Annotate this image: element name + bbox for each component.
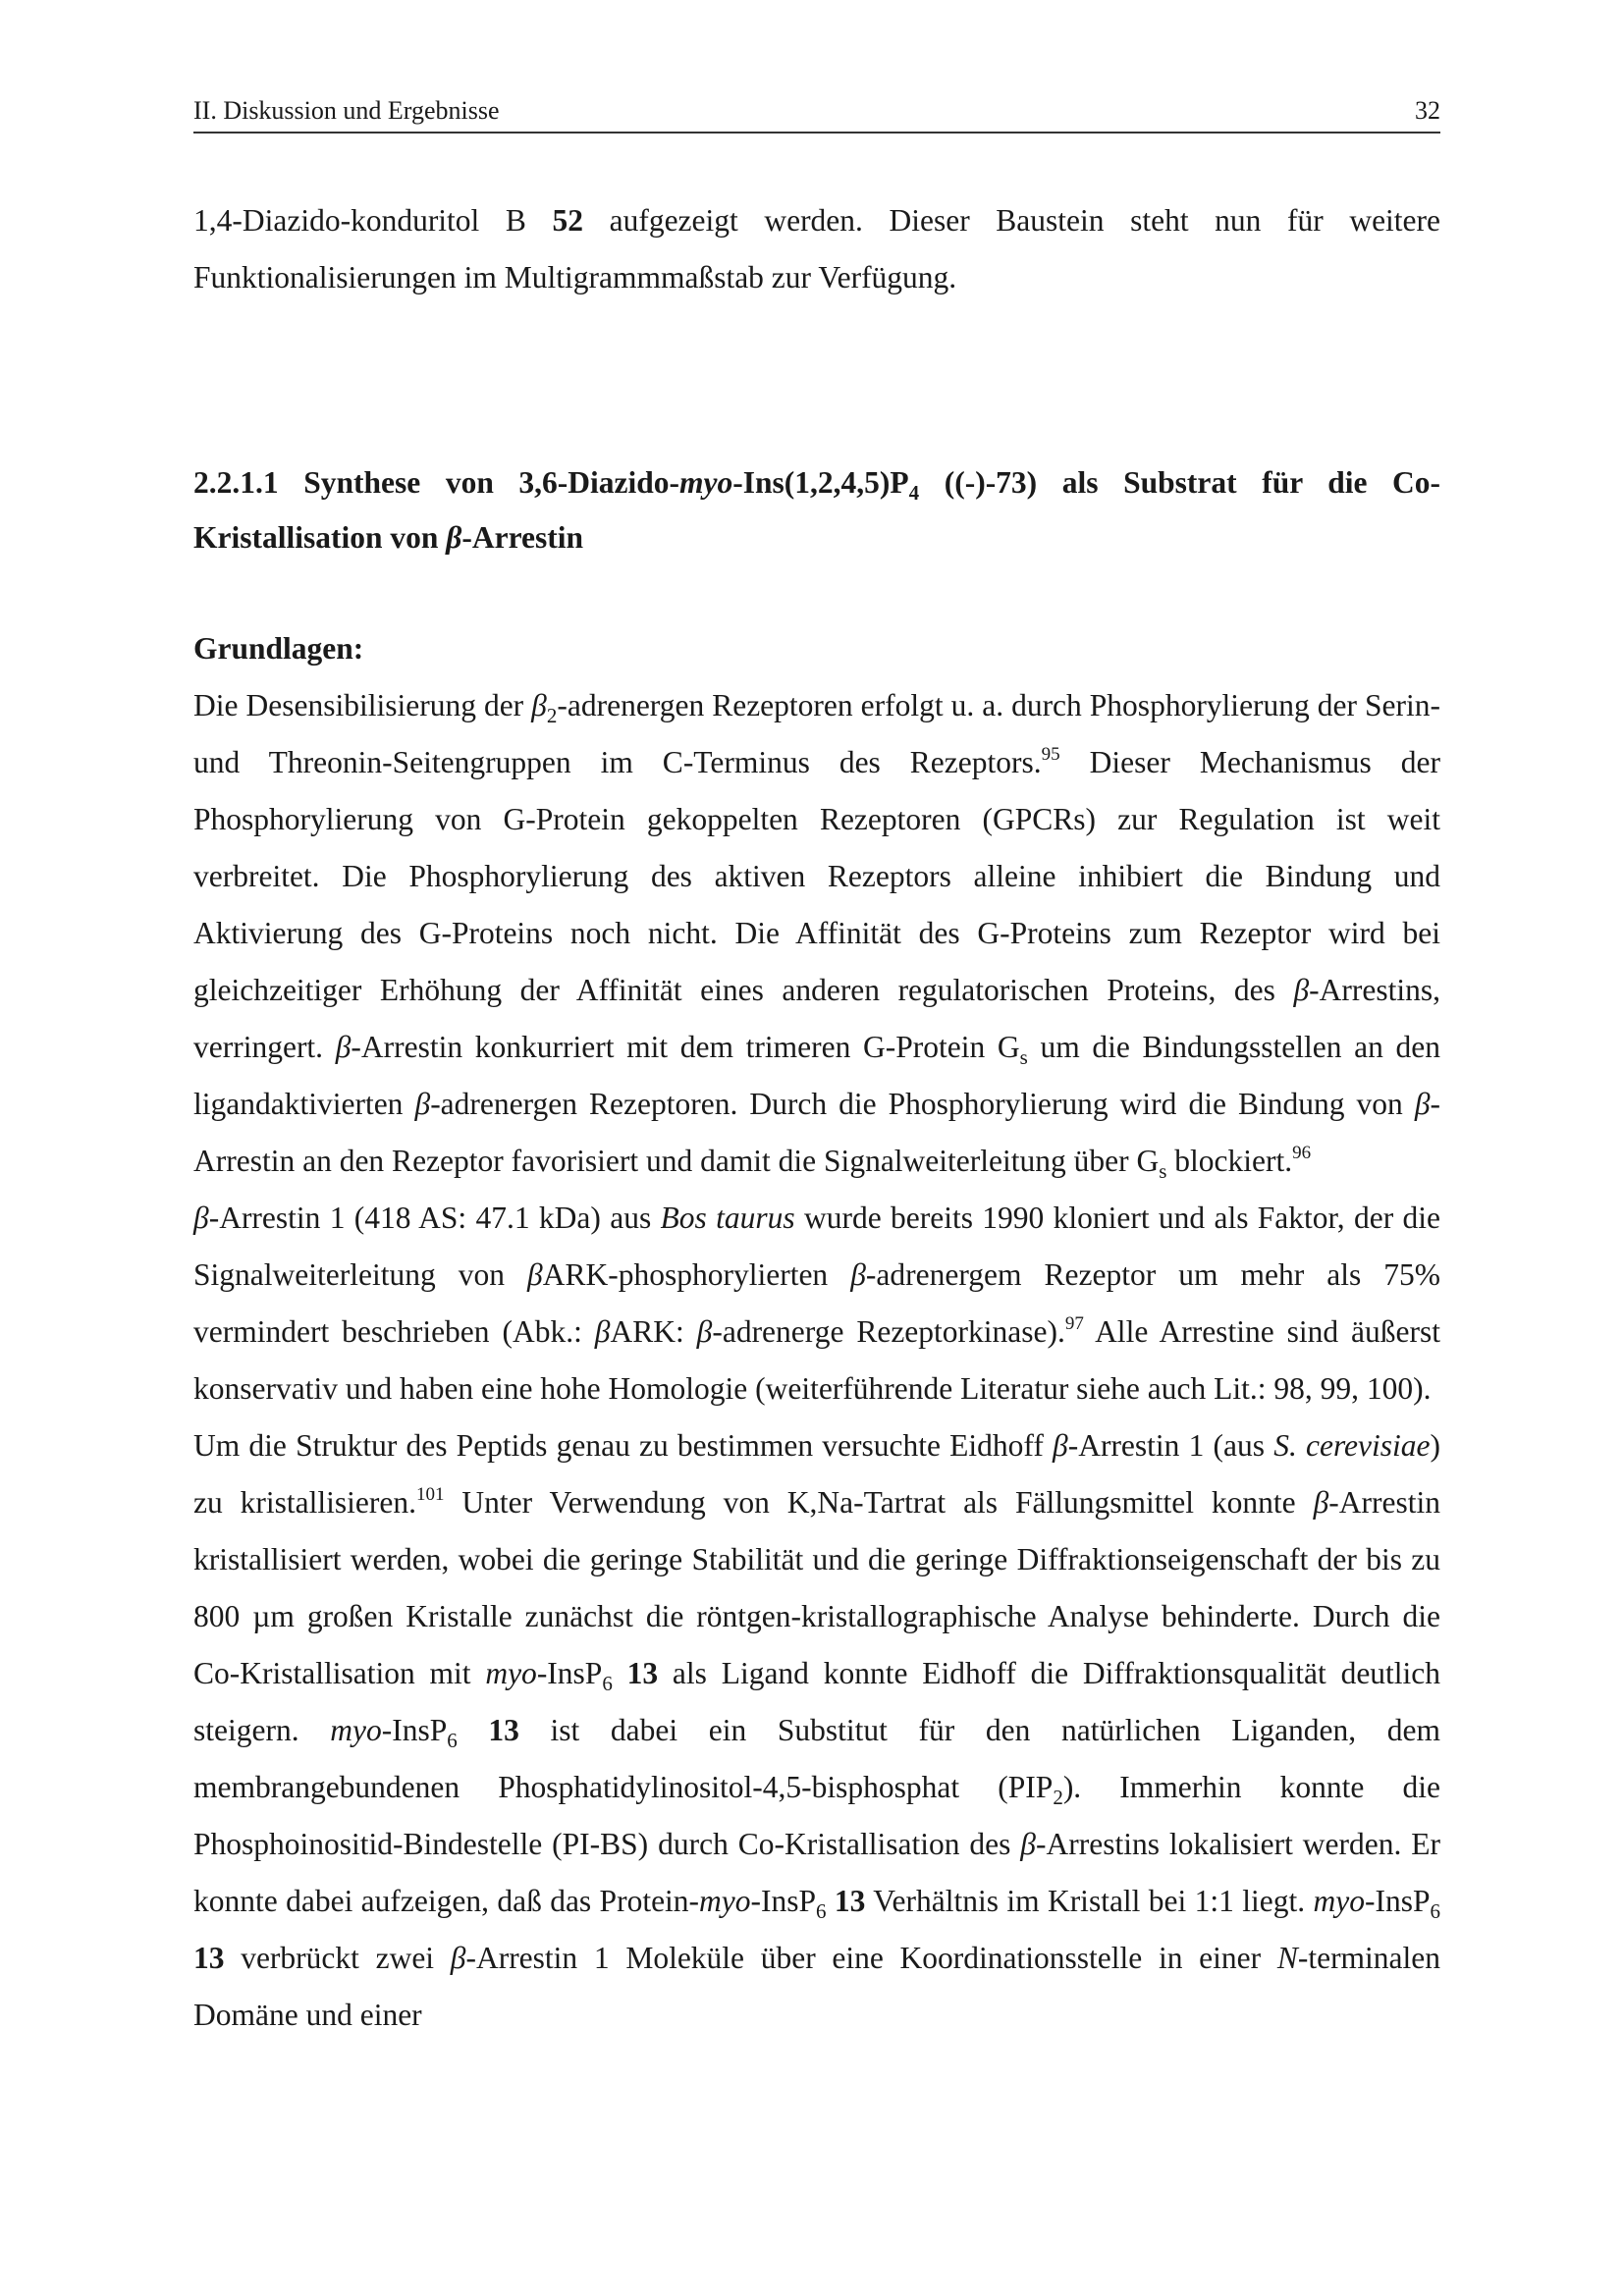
compound-number: 52 xyxy=(552,203,583,238)
reference-96: 96 xyxy=(1292,1143,1312,1163)
reference-97: 97 xyxy=(1064,1313,1084,1334)
page-header xyxy=(193,96,1440,133)
page-number: 32 xyxy=(1415,96,1440,125)
paragraph-3: Um die Struktur des Peptids genau zu bestimmen versuchte Eidhoff β-Arrestin 1 (aus S. cerevisiae) zu kristallisieren.$^{101}$ Unter Verwendung von K,Na-Tartrat als Fällungsmittel konnte β-Arrestin kristallisiert werden, wobei die geringe Stabilität und die geringe Diffraktionseigenschaft der bis zu 800 µm großen Kristalle zunächst die röntgen-kristallographische Analyse behinderte. Durch die Co-Kristallisation mit myo-InsP$_6$ 13 als Ligand konnte Eidhoff die Diffraktionsqualität deutlich steigern. myo-InsP$_6$ 13 ist dabei ein Substitut für den natürlichen Liganden, dem membrangebundenen Phosphatidylinositol-4,5-bisphosphat $(PIP_2)$. Immerhin konnte die Phosphoinositid-Bindestelle (PI-BS) durch Co-Kristallisation des β-Arrestins lokalisiert werden. Er konnte dabei aufzeigen, daß das Protein-myo-InsP$_6$ 13 Verhältnis im Kristall bei 1:1 liegt. myo-InsP$_6$ 13 verbrückt zwei β-Arrestin 1 Moleküle über eine Koordinationsstelle in einer N-terminalen Domäne und einer xyxy=(193,1428,1441,2032)
intro-paragraph: 1,4-Diazido-konduritol B 52 aufgezeigt werden. Dieser Baustein steht nun für weitere Funktionalisierungen im Multigrammmaßstab zur Verfügung. xyxy=(193,203,1441,294)
reference-101: 101 xyxy=(415,1484,445,1505)
paragraph-2: β-Arrestin 1 (418 AS: 47.1 kDa) aus Bos taurus wurde bereits 1990 kloniert und als Faktor, der die Signalweiterleitung von βARK-phosphorylierten β-adrenergem Rezeptor um mehr als 75% vermindert beschrieben (Abk.: βARK: β-adrenerge Rezeptorkinase).$^{97}$ Alle Arrestine sind äußerst konservativ und haben eine hohe Homologie (weiterführende Literatur siehe auch Lit.: 98, 99, 100). xyxy=(193,1201,1441,1406)
paragraph-1: Die Desensibilisierung der $\beta_2$-adrenergen Rezeptoren erfolgt u. a. durch Phosphorylierung der Serin- und Threonin-Seitengruppen im C-Terminus des Rezeptors.$^{95}$ Dieser Mechanismus der Phosphorylierung von G-Protein gekoppelten Rezeptoren (GPCRs) zur Regulation ist weit verbreitet. Die Phosphorylierung des aktiven Rezeptors alleine inhibiert die Bindung und Aktivierung des G-Proteins noch nicht. Die Affinität des G-Proteins zum Rezeptor wird bei gleichzeitiger Erhöhung der Affinität eines anderen regulatorischen Proteins, des β-Arrestins, verringert. β-Arrestin konkurriert mit dem trimeren G-Protein $G_s$ um die Bindungsstellen an den ligandaktivierten β-adrenergen Rezeptoren. Durch die Phosphorylierung wird die Bindung von β-Arrestin an den Rezeptor favorisiert und damit die Signalweiterleitung über $G_s$ blockiert.$^{96}$ xyxy=(193,688,1441,1183)
reference-95: 95 xyxy=(1041,744,1060,765)
chapter-title: II. Diskussion und Ergebnisse xyxy=(193,96,500,125)
subheading-grundlagen: Grundlagen: xyxy=(193,631,364,666)
section-heading: 2.2.1.1 Synthese von $3,6-Diazido-myo-Ins(1,2,4,5)P_4$ ((-)-73) als Substrat für die Co-Kristallisation von β-Arrestin xyxy=(193,465,1441,555)
page-body xyxy=(193,192,1440,2044)
